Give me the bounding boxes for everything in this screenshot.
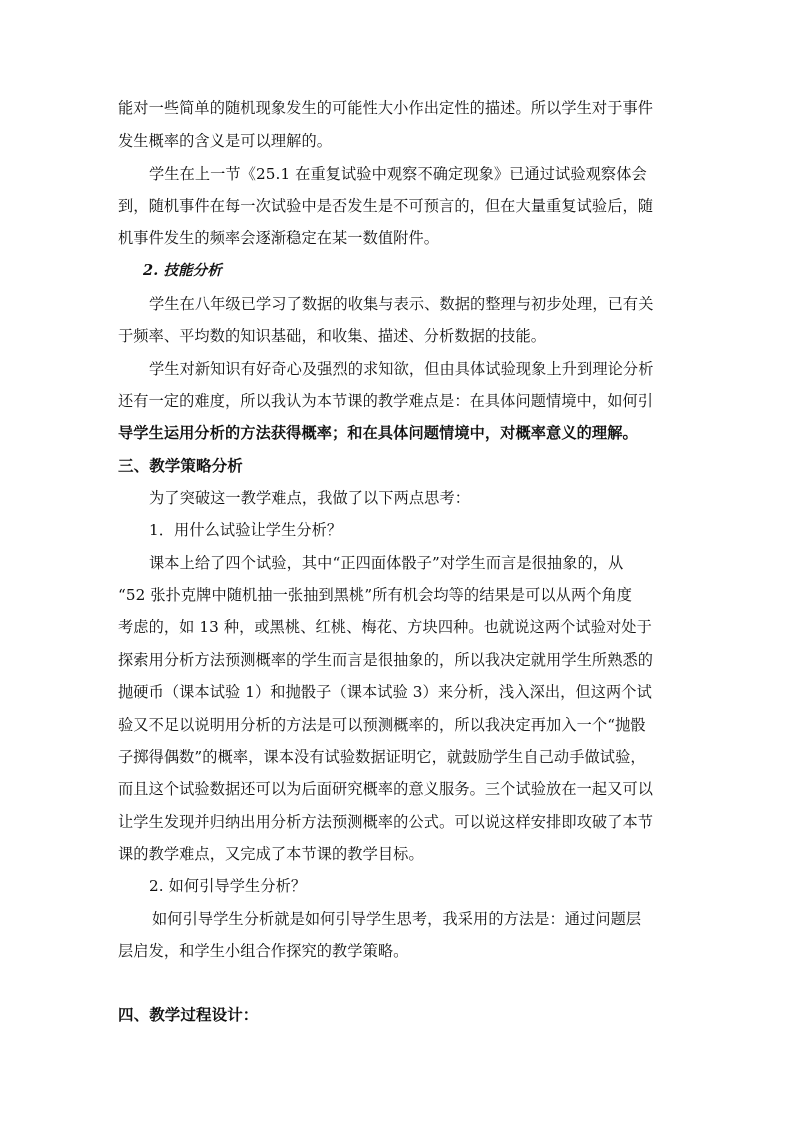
section-4-heading: 四、教学过程设计：	[118, 1006, 259, 1024]
paragraph-line: 探索用分析方法预测概率的学生而言是很抽象的，所以我决定就用学生所熟悉的	[118, 651, 654, 669]
paragraph-line: 层启发，和学生小组合作探究的教学策略。	[118, 942, 409, 960]
paragraph-line: 而且这个试验数据还可以为后面研究概率的意义服务。三个试验放在一起又可以	[118, 780, 654, 798]
paragraph-line: 课的教学难点，又完成了本节课的教学目标。	[118, 845, 424, 863]
paragraph-line: 能对一些简单的随机现象发生的可能性大小作出定性的描述。所以学生对于事件	[118, 99, 654, 117]
paragraph-line: 到，随机事件在每一次试验中是否发生是不可预言的，但在大量重复试验后，随	[118, 197, 654, 215]
paragraph-line: 让学生发现并归纳出用分析方法预测概率的公式。可以说这样安排即攻破了本节	[118, 813, 654, 831]
paragraph-line: 子掷得偶数”的概率，课本没有试验数据证明它，就鼓励学生自己动手做试验，	[118, 748, 646, 766]
paragraph-line: 学生对新知识有好奇心及强烈的求知欲，但由具体试验现象上升到理论分析	[149, 360, 654, 378]
paragraph-line: 学生在八年级已学习了数据的收集与表示、数据的整理与初步处理，已有关	[149, 295, 654, 313]
paragraph-line: 如何引导学生分析就是如何引导学生思考，我采用的方法是：通过问题层	[152, 910, 642, 928]
paragraph-line: 于频率、平均数的知识基础，和收集、描述、分析数据的技能。	[118, 327, 547, 345]
paragraph-line-difficulty-bold: 导学生运用分析的方法获得概率；和在具体问题情境中，对概率意义的理解。	[118, 424, 638, 442]
paragraph-line: 课本上给了四个试验，其中“正四面体骰子”对学生而言是很抽象的，从	[149, 554, 624, 572]
paragraph-line: 抛硬币（课本试验 1）和抛骰子（课本试验 3）来分析，浅入深出，但这两个试	[118, 683, 652, 701]
skill-analysis-heading: 2. 技能分析	[143, 262, 222, 279]
section-3-heading: 三、教学策略分析	[118, 457, 243, 475]
paragraph-line: 学生在上一节《25.1 在重复试验中观察不确定现象》已通过试验观察体会	[149, 165, 647, 183]
paragraph-line: 机事件发生的频率会逐渐稳定在某一数值附件。	[118, 229, 440, 247]
paragraph-line: “52 张扑克牌中随机抽一张抽到黑桃”所有机会均等的结果是可以从两个角度	[118, 586, 633, 604]
question-2: 2. 如何引导学生分析？	[149, 877, 307, 895]
paragraph-line: 发生概率的含义是可以理解的。	[118, 132, 333, 150]
paragraph-line: 为了突破这一教学难点，我做了以下两点思考：	[149, 489, 471, 507]
paragraph-line: 考虑的，如 13 种，或黑桃、红桃、梅花、方块四种。也就说这两个试验对处于	[118, 618, 652, 636]
paragraph-line-difficulty: 还有一定的难度，所以我认为本节课的教学难点是：在具体问题情境中，如何引	[118, 392, 654, 410]
paragraph-line: 验又不足以说明用分析的方法是可以预测概率的，所以我决定再加入一个“抛骰	[118, 716, 646, 734]
question-1: 1．用什么试验让学生分析？	[149, 521, 343, 539]
